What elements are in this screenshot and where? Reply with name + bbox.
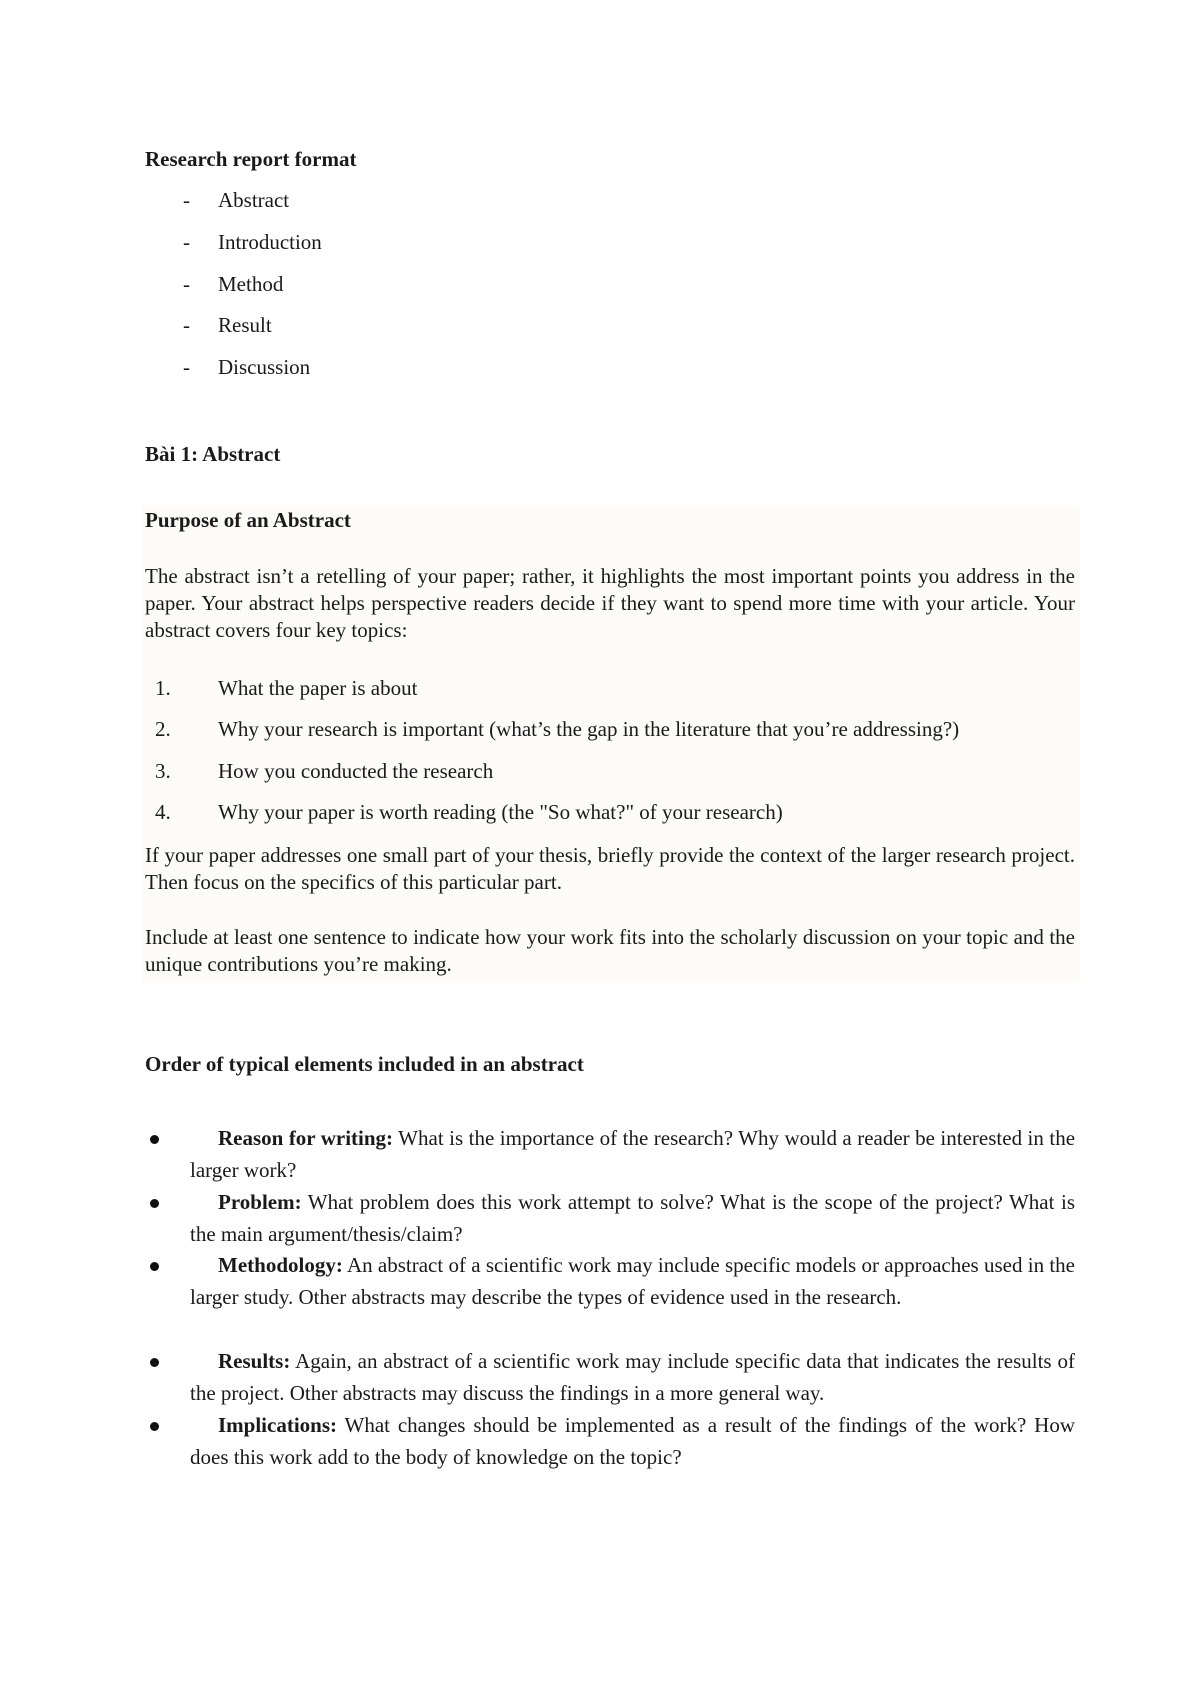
list-item xyxy=(190,1186,1075,1250)
element-text: What is the importance of the research? Why would a reader be interested in the larger work? xyxy=(190,1126,1076,1182)
element-text: Again, an abstract of a scientific work may include specific data that indicates the results of the project. Other abstracts may discuss the findings in a more general way. xyxy=(190,1349,1075,1405)
outline-item-result: Result xyxy=(218,313,272,337)
outline-item-abstract: Abstract xyxy=(218,188,290,212)
element-text: What problem does this work attempt to solve? What is the scope of the project? What is the main argument/thesis/claim? xyxy=(190,1190,1075,1246)
list-number: 2. xyxy=(155,717,171,741)
list-item-text: How you conducted the research xyxy=(218,759,494,783)
element-label: Problem: xyxy=(218,1190,302,1214)
outline-item-method: Method xyxy=(218,272,284,296)
bullet-icon xyxy=(150,1199,159,1208)
report-format-heading: Research report format xyxy=(145,147,357,171)
list-item-text: Why your research is important (what’s the gap in the literature that you’re addressing?) xyxy=(218,717,960,741)
outline-item-discussion: Discussion xyxy=(218,355,311,379)
context-paragraph: If your paper addresses one small part of your thesis, briefly provide the context of the larger research project. Then focus on the specifics of this particular part. xyxy=(145,843,1075,894)
dash-marker: - xyxy=(183,230,190,254)
dash-marker: - xyxy=(183,272,190,296)
order-heading: Order of typical elements included in an abstract xyxy=(145,1052,584,1076)
list-item-text: Why your paper is worth reading (the "So what?" of your research) xyxy=(218,800,783,824)
element-text: An abstract of a scientific work may include specific models or approaches used in the larger study. Other abstracts may describe the types of evidence used in the research. xyxy=(190,1253,1075,1309)
outline-item-introduction: Introduction xyxy=(218,230,322,254)
list-item xyxy=(190,1249,1075,1313)
element-label: Results: xyxy=(218,1349,291,1373)
list-number: 4. xyxy=(155,800,171,824)
list-item xyxy=(190,1409,1075,1473)
list-number: 3. xyxy=(155,759,171,783)
dash-marker: - xyxy=(183,188,190,212)
dash-marker: - xyxy=(183,313,190,337)
element-label: Reason for writing: xyxy=(218,1126,394,1150)
bullet-icon xyxy=(150,1135,159,1144)
element-label: Implications: xyxy=(218,1413,338,1437)
bullet-icon xyxy=(150,1262,159,1271)
list-item xyxy=(190,1345,1075,1409)
bullet-icon xyxy=(150,1358,159,1367)
list-item-text: What the paper is about xyxy=(218,676,418,700)
list-number: 1. xyxy=(155,676,171,700)
element-text: What changes should be implemented as a result of the findings of the work? How does this work add to the body of knowledge on the topic? xyxy=(190,1413,1076,1469)
list-item xyxy=(190,1122,1075,1186)
purpose-intro-paragraph: The abstract isn’t a retelling of your paper; rather, it highlights the most important points you address in the paper. Your abstract helps perspective readers decide if they want to spend more time with your article. Your abstract covers four key topics: xyxy=(145,564,1075,642)
element-label: Methodology: xyxy=(218,1253,343,1277)
scholarly-paragraph: Include at least one sentence to indicate how your work fits into the scholarly discussion on your topic and the unique contributions you’re making. xyxy=(145,925,1075,976)
purpose-heading: Purpose of an Abstract xyxy=(145,508,351,532)
dash-marker: - xyxy=(183,355,190,379)
bullet-icon xyxy=(150,1422,159,1431)
lesson-heading: Bài 1: Abstract xyxy=(145,442,281,466)
